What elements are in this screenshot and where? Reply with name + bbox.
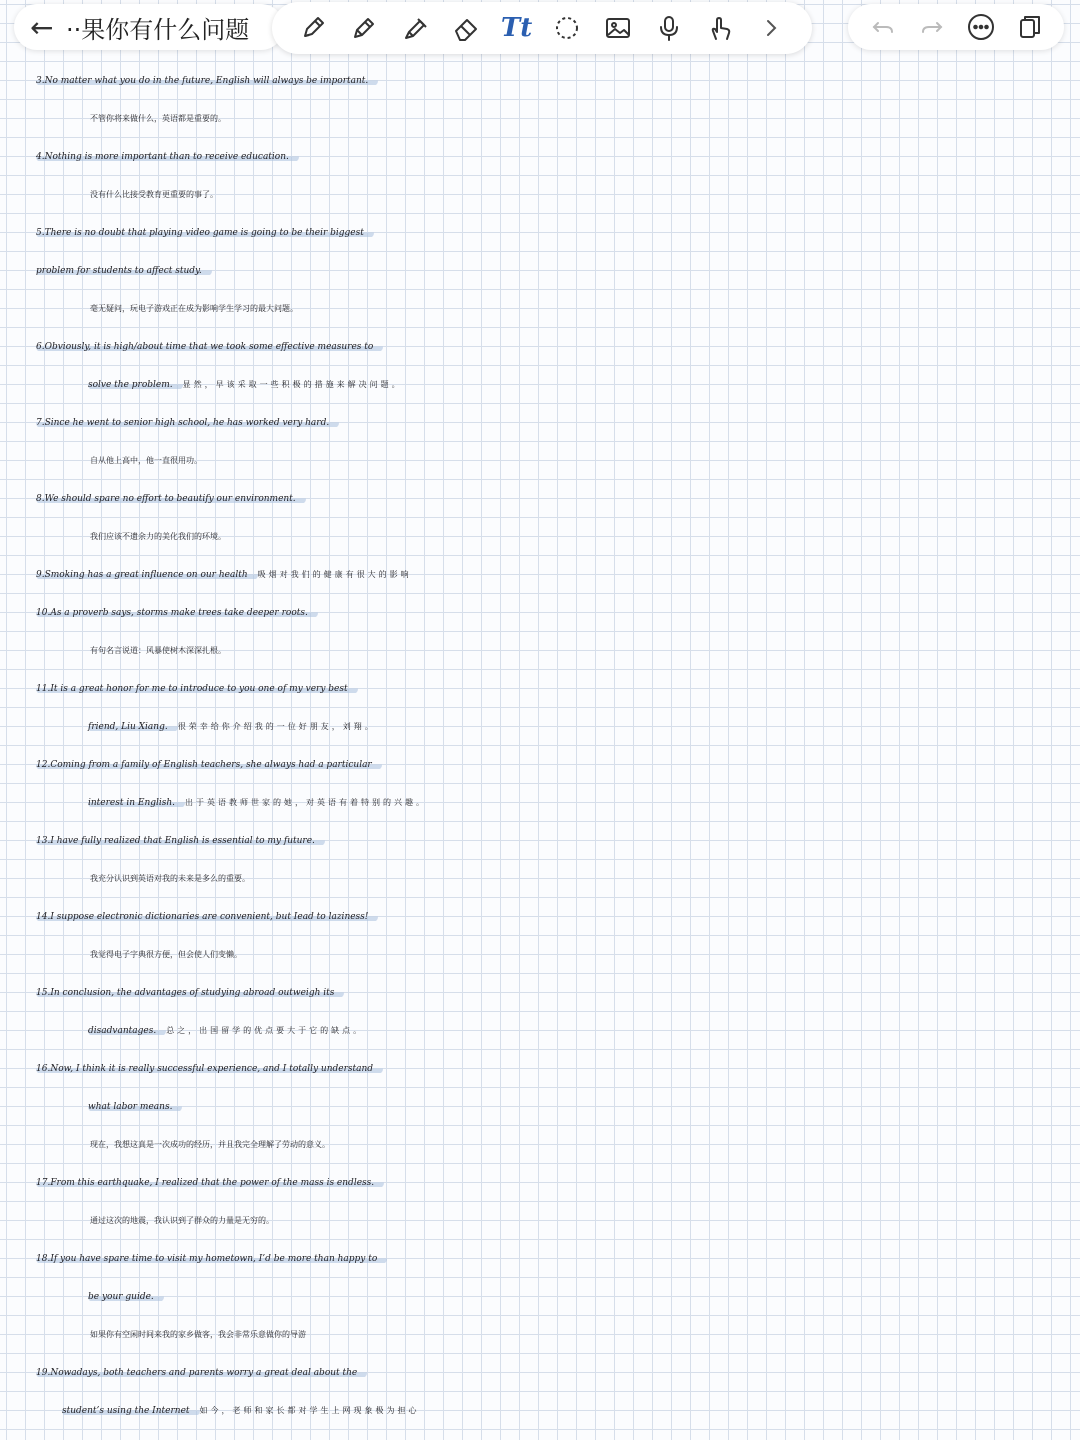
highlighter-icon[interactable] <box>395 8 435 48</box>
chinese-translation: 我充分认识到英语对我的未来是多么的重要。 <box>90 874 250 883</box>
redo-icon[interactable] <box>914 9 950 45</box>
english-sentence-cont: friend, Liu Xiang. <box>88 722 178 732</box>
drawing-tools-bar <box>272 2 812 54</box>
chinese-translation: 有句名言说道：风暴使树木深深扎根。 <box>90 646 226 655</box>
pages-icon[interactable] <box>1012 9 1048 45</box>
chinese-translation: 没有什么比接受教育更重要的事了。 <box>90 190 218 199</box>
chinese-translation: 现在，我想这真是一次成功的经历，并且我完全理解了劳动的意义。 <box>90 1140 330 1149</box>
note-entry-9 <box>0 556 1080 594</box>
english-sentence: 13.I have fully realized that English is essential to my future. <box>36 836 325 846</box>
note-entry-15 <box>0 974 1080 1050</box>
chinese-translation-inline: 总之，出国留学的优点要大于它的缺点。 <box>166 1026 365 1035</box>
chinese-translation: 通过这次的地震，我认识到了群众的力量是无穷的。 <box>90 1216 274 1225</box>
chinese-translation: 如果你有空闲时间来我的家乡做客，我会非常乐意做你的导游 <box>90 1330 306 1339</box>
english-sentence: 11.It is a great honor for me to introduce to you one of my very best <box>36 684 358 694</box>
chinese-translation-inline: 如今，老师和家长都对学生上网现象极为担心 <box>199 1406 420 1415</box>
note-entry-13 <box>0 822 1080 898</box>
note-entry-18 <box>0 1240 1080 1354</box>
english-sentence: 3.No matter what you do in the future, English will always be important. <box>36 76 378 86</box>
history-tools-bar <box>848 4 1064 50</box>
note-entry-19 <box>0 1354 1080 1430</box>
english-sentence: 4.Nothing is more important than to receive education. <box>36 152 299 162</box>
english-sentence: 5.There is no doubt that playing video game is going to be their biggest <box>36 228 374 238</box>
pen-icon[interactable] <box>293 8 333 48</box>
note-entry-3 <box>0 62 1080 138</box>
top-toolbar <box>0 0 1080 56</box>
english-sentence: 7.Since he went to senior high school, he has worked very hard. <box>36 418 339 428</box>
note-entry-14 <box>0 898 1080 974</box>
chinese-translation-inline: 出于英语教师世家的她，对英语有着特别的兴趣。 <box>185 798 428 807</box>
note-entry-17 <box>0 1164 1080 1240</box>
back-arrow-icon[interactable]: ← <box>30 10 54 44</box>
note-entry-8 <box>0 480 1080 556</box>
note-entry-4 <box>0 138 1080 214</box>
english-sentence-cont: interest in English. <box>88 798 185 808</box>
english-sentence: 8.We should spare no effort to beautify our environment. <box>36 494 306 504</box>
english-sentence: 10.As a proverb says, storms make trees take deeper roots. <box>36 608 318 618</box>
chinese-translation: 毫无疑问，玩电子游戏正在成为影响学生学习的最大问题。 <box>90 304 298 313</box>
chinese-translation-inline: 显然，早该采取一些积极的措施来解决问题。 <box>182 380 403 389</box>
note-entry-5 <box>0 214 1080 328</box>
chinese-translation: 不管你将来做什么，英语都是重要的。 <box>90 114 226 123</box>
note-entry-11 <box>0 670 1080 746</box>
microphone-icon[interactable] <box>649 8 689 48</box>
title-pill <box>14 4 284 50</box>
chinese-translation: 我觉得电子字典很方便，但会使人们变懒。 <box>90 950 242 959</box>
lasso-icon[interactable] <box>547 8 587 48</box>
english-sentence: 16.Now, I think it is really successful experience, and I totally understand <box>36 1064 383 1074</box>
english-sentence-cont: student’s using the Internet <box>62 1406 200 1416</box>
hand-touch-icon[interactable] <box>700 8 740 48</box>
english-sentence: 6.Obviously, it is high/about time that we took some effective measures to <box>36 342 383 352</box>
chinese-translation-inline: 很荣幸给你介绍我的一位好朋友，刘翔。 <box>177 722 376 731</box>
more-icon[interactable] <box>963 9 999 45</box>
note-entry-16 <box>0 1050 1080 1164</box>
note-entry-6 <box>0 328 1080 404</box>
note-entry-10 <box>0 594 1080 670</box>
english-sentence-cont: be your guide. <box>88 1292 164 1302</box>
note-entry-7 <box>0 404 1080 480</box>
chinese-translation-inline: 吸烟对我们的健康有很大的影响 <box>257 570 412 579</box>
text-tool-label: Tt <box>500 13 533 43</box>
eraser-icon[interactable] <box>446 8 486 48</box>
english-sentence: 17.From this earthquake, I realized that the power of the mass is endless. <box>36 1178 384 1188</box>
english-sentence: 15.In conclusion, the advantages of studying abroad outweigh its <box>36 988 344 998</box>
undo-icon[interactable] <box>865 9 901 45</box>
handwritten-notes <box>0 62 1080 1430</box>
chevron-right-icon[interactable] <box>751 8 791 48</box>
chinese-translation: 自从他上高中，他一直很用功。 <box>90 456 202 465</box>
chinese-translation: 我们应该不遗余力的美化我们的环境。 <box>90 532 226 541</box>
english-sentence: 19.Nowadays, both teachers and parents worry a great deal about the <box>36 1368 367 1378</box>
english-sentence: 12.Coming from a family of English teachers, she always had a particular <box>36 760 382 770</box>
document-title[interactable]: ··果你有什么问题 <box>66 15 250 44</box>
english-sentence-cont: disadvantages. <box>88 1026 166 1036</box>
english-sentence-cont: problem for students to affect study. <box>36 266 212 276</box>
english-sentence: 9.Smoking has a great influence on our health <box>36 570 258 580</box>
english-sentence: 18.If you have spare time to visit my hometown, I’d be more than happy to <box>36 1254 387 1264</box>
text-tool-icon[interactable] <box>497 8 537 48</box>
english-sentence-cont: what labor means. <box>88 1102 182 1112</box>
english-sentence: 14.I suppose electronic dictionaries are convenient, but Iead to laziness! <box>36 912 378 922</box>
pencil-icon[interactable] <box>344 8 384 48</box>
image-icon[interactable] <box>598 8 638 48</box>
english-sentence-cont: solve the problem. <box>88 380 183 390</box>
note-entry-12 <box>0 746 1080 822</box>
